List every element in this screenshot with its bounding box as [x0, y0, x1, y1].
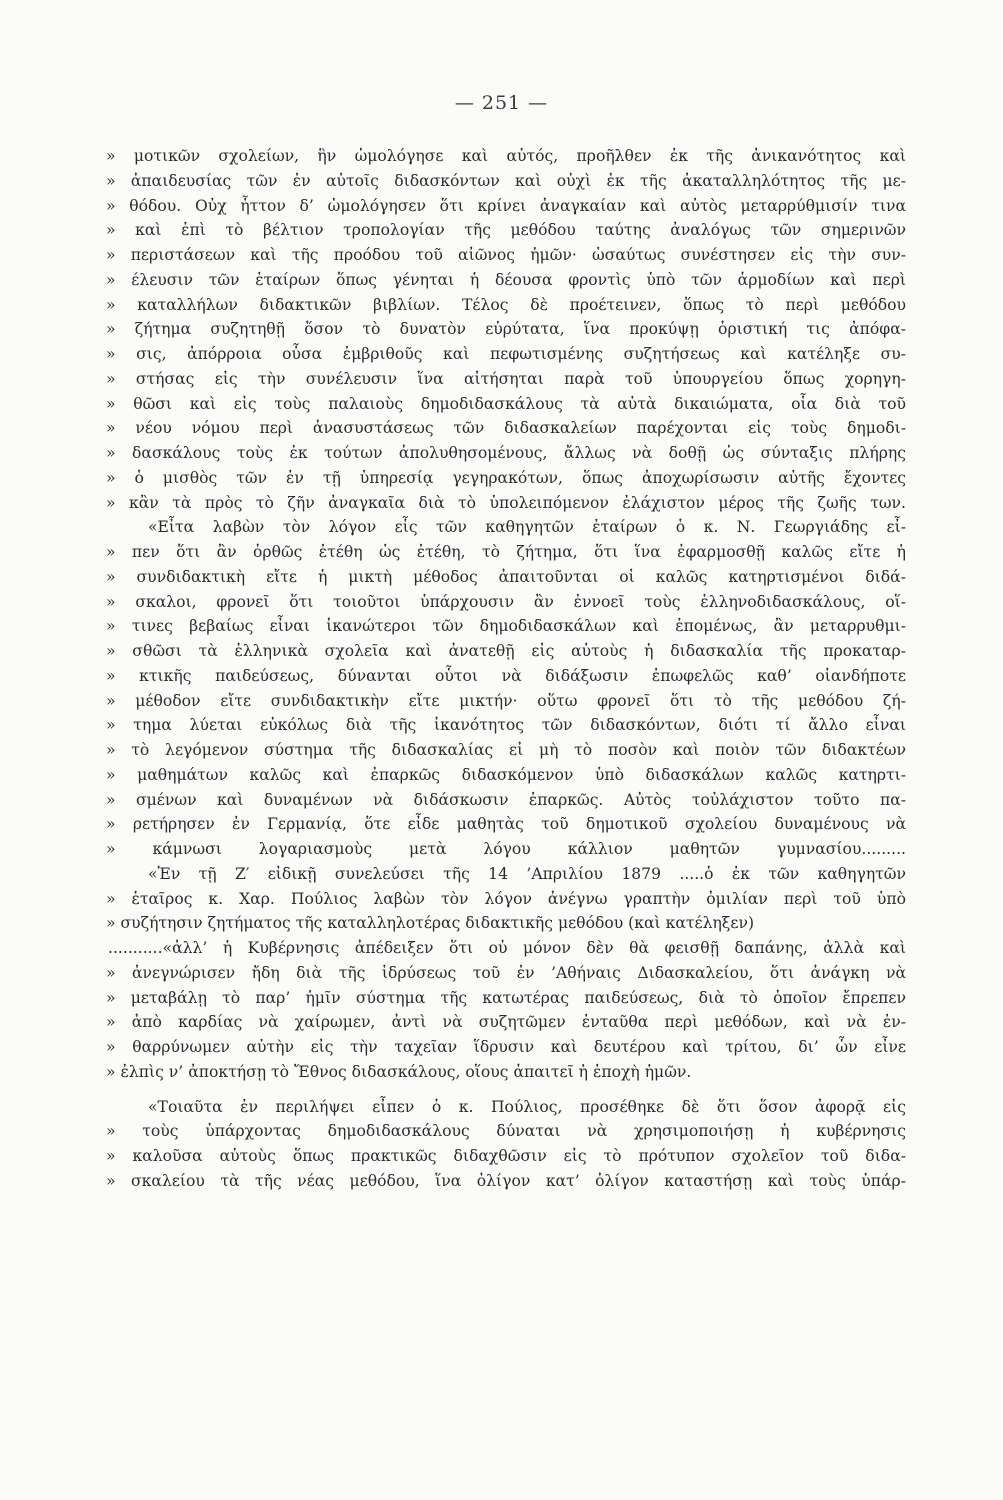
- text-line: » σκαλείου τὰ τῆς νέας μεθόδου, ἵνα ὀλίγον κατ’ ὀλίγον καταστήσῃ καὶ τοὺς ὑπάρ-: [106, 1171, 906, 1190]
- paragraph-start-line: «Τοιαῦτα ἐν περιλήψει εἶπεν ὁ κ. Πούλιος, προσέθηκε δὲ ὅτι ὅσον ἀφορᾷ εἰς: [148, 1097, 906, 1116]
- text-line: » τημα λύεται εὐκόλως διὰ τῆς ἱκανότητος τῶν διδασκόντων, διότι τί ἄλλο εἶναι: [106, 716, 906, 735]
- text-line: » καὶ ἐπὶ τὸ βέλτιον τροπολογίαν τῆς μεθόδου ταύτης ἀναλόγως τῶν σημερινῶν: [106, 221, 906, 240]
- text-line: » συνδιδακτικὴ εἴτε ἡ μικτὴ μέθοδος ἀπαιτοῦνται οἱ καλῶς κατηρτισμένοι διδά-: [106, 567, 906, 586]
- page-number: — 251 —: [454, 92, 549, 114]
- text-line: » ἑταῖρος κ. Χαρ. Πούλιος λαβὼν τὸν λόγον ἀνέγνω γραπτὴν ὁμιλίαν περὶ τοῦ ὑπὸ: [106, 889, 906, 908]
- text-line: » σις, ἀπόρροια οὖσα ἐμβριθοῦς καὶ πεφωτισμένης συζητήσεως καὶ κατέληξε συ-: [106, 345, 906, 363]
- text-line: ...........«ἀλλ’ ἡ Κυβέρνησις ἀπέδειξεν ὅτι οὐ μόνον δὲν θὰ φεισθῇ δαπάνης, ἀλλὰ καὶ: [108, 939, 906, 957]
- text-line: » σθῶσι τὰ ἑλληνικὰ σχολεῖα καὶ ἀνατεθῇ εἰς αὐτοὺς ἡ διδασκαλία τῆς προκαταρ-: [106, 642, 906, 660]
- text-line: » θῶσι καὶ εἰς τοὺς παλαιοὺς δημοδιδασκάλους τὰ αὐτὰ δικαιώματα, οἷα διὰ τοῦ: [106, 394, 906, 413]
- text-line: » κτικῆς παιδεύσεως, δύνανται οὗτοι νὰ διδάξωσιν ἐπωφελῶς καθ’ οἱανδήποτε: [106, 666, 906, 685]
- text-line: » δασκάλους τοὺς ἐκ τούτων ἀπολυθησομένους, ἄλλως νὰ δοθῇ ὡς σύνταξις πλήρης: [106, 444, 906, 462]
- text-line: » τοὺς ὑπάρχοντας δημοδιδασκάλους δύναται νὰ χρησιμοποιήσῃ ἡ κυβέρνησις: [106, 1122, 906, 1141]
- text-line: » ἀπαιδευσίας τῶν ἐν αὐτοῖς διδασκόντων καὶ οὐχὶ ἐκ τῆς ἀκαταλληλότητος τῆς με-: [106, 171, 906, 190]
- text-line: » στήσας εἰς τὴν συνέλευσιν ἵνα αἰτήσηται παρὰ τοῦ ὑπουργείου ὅπως χορηγη-: [106, 369, 906, 388]
- text-line: » συζήτησιν ζητήματος τῆς καταλληλοτέρας διδακτικῆς μεθόδου (καὶ κατέληξεν): [106, 914, 755, 933]
- paragraph-start-line: «Εἶτα λαβὼν τὸν λόγον εἷς τῶν καθηγητῶν ἑταίρων ὁ κ. Ν. Γεωργιάδης εἶ-: [148, 518, 906, 537]
- text-line: » σκαλοι, φρονεῖ ὅτι τοιοῦτοι ὑπάρχουσιν ἂν ἐννοεῖ τοὺς ἑλληνοδιδασκάλους, οἵ-: [106, 592, 906, 611]
- text-line: » ζήτημα συζητηθῇ ὅσον τὸ δυνατὸν εὐρύτατα, ἵνα προκύψῃ ὁριστική τις ἀπόφα-: [106, 320, 906, 339]
- text-line: » καταλλήλων διδακτικῶν βιβλίων. Τέλος δὲ προέτεινεν, ὅπως τὸ περὶ μεθόδου: [106, 295, 906, 314]
- paragraph-gap: [106, 1085, 906, 1095]
- text-line: » κάμνωσι λογαριασμοὺς μετὰ λόγου κάλλιον μαθητῶν γυμνασίου.........: [106, 840, 906, 858]
- text-line: » καλοῦσα αὐτοὺς ὅπως πρακτικῶς διδαχθῶσιν εἰς τὸ πρότυπον σχολεῖον τοῦ διδα-: [106, 1147, 906, 1165]
- text-line: » περιστάσεων καὶ τῆς προόδου τοῦ αἰῶνος ἡμῶν· ὡσαύτως συνέστησεν εἰς τὴν συν-: [106, 246, 906, 264]
- text-line: » σμένων καὶ δυναμένων νὰ διδάσκωσιν ἐπαρκῶς. Αὐτὸς τοὐλάχιστον τοῦτο πα-: [106, 790, 906, 809]
- text-line: » ρετήρησεν ἐν Γερμανίᾳ, ὅτε εἶδε μαθητὰς τοῦ δημοτικοῦ σχολείου δυναμένους νὰ: [106, 815, 906, 834]
- text-line: » ἐλπὶς ν’ ἀποκτήσῃ τὸ Ἔθνος διδασκάλους, οἵους ἀπαιτεῖ ἡ ἐποχὴ ἡμῶν.: [106, 1062, 692, 1081]
- text-line: » ἀπὸ καρδίας νὰ χαίρωμεν, ἀντὶ νὰ συζητῶμεν ἐνταῦθα περὶ μεθόδων, καὶ νὰ ἐν-: [106, 1013, 906, 1032]
- text-line: » ἀνεγνώρισεν ἤδη διὰ τῆς ἱδρύσεως τοῦ ἐν ’Αθήναις Διδασκαλείου, ὅτι ἀνάγκη νὰ: [106, 963, 906, 982]
- text-line: » τὸ λεγόμενον σύστημα τῆς διδασκαλίας εἰ μὴ τὸ ποσὸν καὶ ποιὸν τῶν διδακτέων: [106, 741, 906, 759]
- text-line: » θόδου. Οὐχ ἧττον δ’ ὡμολόγησεν ὅτι κρίνει ἀναγκαίαν καὶ αὐτὸς μεταρρύθμισίν τινα: [106, 196, 906, 215]
- text-line: » τινες βεβαίως εἶναι ἱκανώτεροι τῶν δημοδιδασκάλων καὶ ἑπομένως, ἂν μεταρρυθμι-: [106, 617, 906, 636]
- text-line: » κἂν τὰ πρὸς τὸ ζῆν ἀναγκαῖα διὰ τὸ ὑπολειπόμενον ἐλάχιστον μέρος τῆς ζωῆς των.: [106, 493, 906, 512]
- text-line: » νέου νόμου περὶ ἀνασυστάσεως τῶν διδασκαλείων παρέχονται εἰς τοὺς δημοδι-: [106, 419, 906, 438]
- text-line: » έλευσιν τῶν ἑταίρων ὅπως γένηται ἡ δέουσα φροντὶς ὑπὸ τῶν ἁρμοδίων καὶ περὶ: [106, 270, 906, 289]
- text-line: » μέθοδον εἴτε συνδιδακτικὴν εἴτε μικτήν· οὕτω φρονεῖ ὅτι τὸ τῆς μεθόδου ζή-: [106, 691, 906, 710]
- body-text: [106, 144, 906, 1194]
- paragraph-start-line: «Ἐν τῇ Ζ′ εἰδικῇ συνελεύσει τῆς 14 ’Απριλίου 1879 .....ὁ ἐκ τῶν καθηγητῶν: [148, 864, 906, 883]
- text-line: » μαθημάτων καλῶς καὶ ἐπαρκῶς διδασκόμενον ὑπὸ διδασκάλων καλῶς κατηρτι-: [106, 765, 906, 784]
- text-line: » μεταβάλῃ τὸ παρ’ ἡμῖν σύστημα τῆς κατωτέρας παιδεύσεως, διὰ τὸ ὁποῖον ἔπρεπεν: [106, 988, 906, 1007]
- text-line: » μοτικῶν σχολείων, ἣν ὡμολόγησε καὶ αὐτός, προῆλθεν ἐκ τῆς ἀνικανότητος καὶ: [106, 147, 906, 165]
- text-line: » πεν ὅτι ἂν ὀρθῶς ἐτέθη ὡς ἐτέθη, τὸ ζήτημα, ὅτι ἵνα ἐφαρμοσθῇ καλῶς εἴτε ἡ: [106, 543, 906, 561]
- text-line: » ὁ μισθὸς τῶν ἐν τῇ ὑπηρεσίᾳ γεγηρακότων, ὅπως ἀποχωρίσωσιν αὐτῆς ἔχοντες: [106, 468, 906, 487]
- text-line: » θαρρύνωμεν αὐτὴν εἰς τὴν ταχεῖαν ἵδρυσιν καὶ δευτέρου καὶ τρίτου, δι’ ὧν εἶνε: [106, 1038, 906, 1056]
